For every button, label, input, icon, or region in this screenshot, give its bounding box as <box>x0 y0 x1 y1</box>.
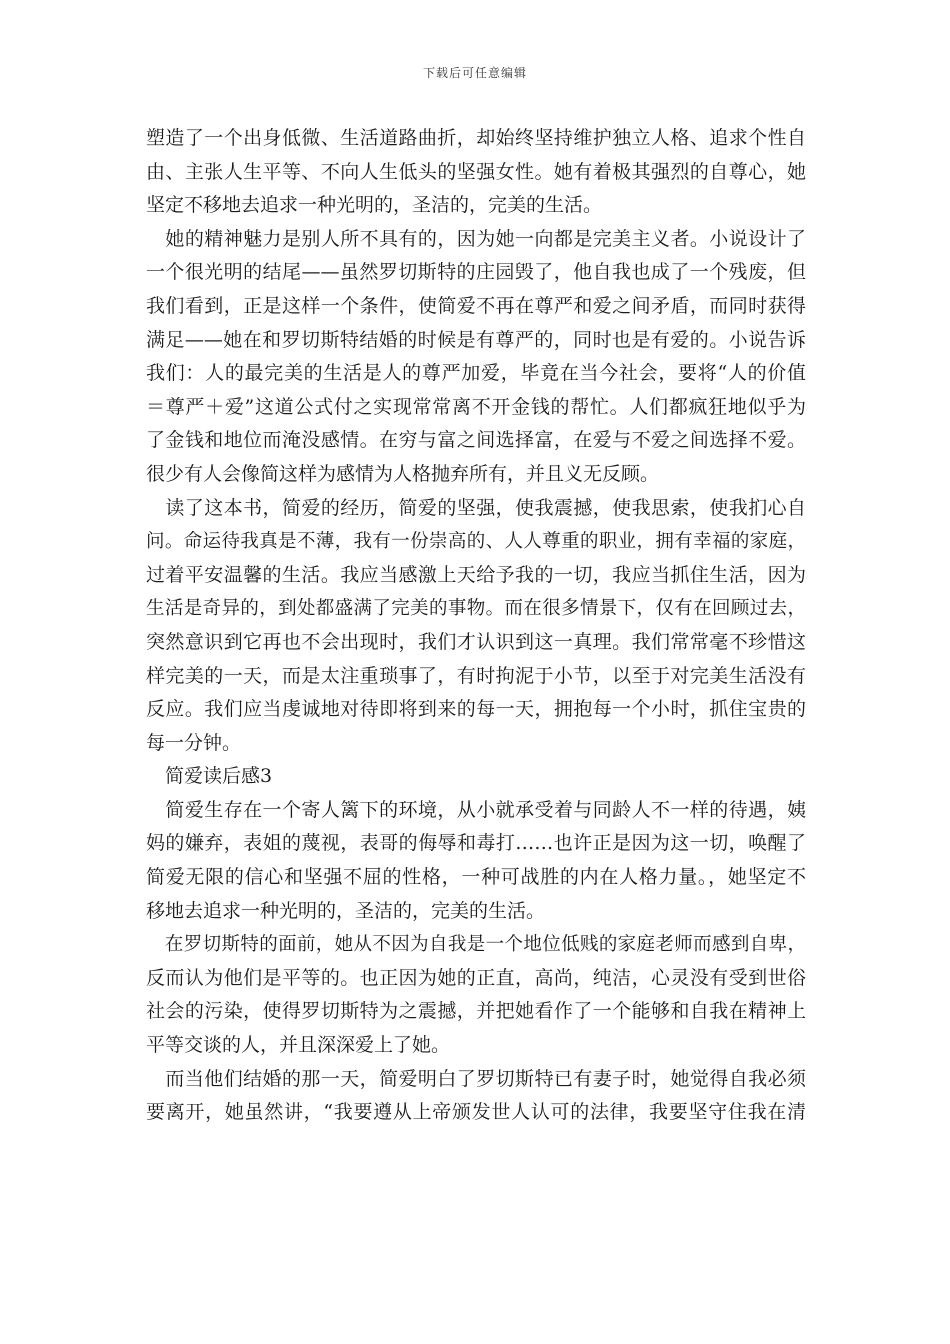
text-line: 移地去追求一种光明的，圣洁的，完美的生活。 <box>146 899 546 922</box>
text-line: 问。命运待我真是不薄，我有一份崇高的、人人尊重的职业，拥有幸福的家庭， <box>146 531 806 553</box>
text-line: 样完美的一天，而是太注重琐事了，有时拘泥于小节，以至于对完美生活没有 <box>146 664 806 687</box>
text-line: 过着平安温馨的生活。我应当感激上天给予我的一切，我应当抓住生活，因为 <box>146 563 806 586</box>
text-line: 读了这本书，简爱的经历，简爱的坚强，使我震撼，使我思索，使我扪心自 <box>146 496 806 519</box>
text-line: 很少有人会像简这样为感情为人格抛弃所有，并且义无反顾。 <box>146 462 660 485</box>
text-line: 每一分钟。 <box>146 731 242 754</box>
text-line: 了金钱和地位而淹没感情。在穷与富之间选择富，在爱与不爱之间选择不爱。 <box>146 429 806 452</box>
text-line: 我们看到，正是这样一个条件，使简爱不再在尊严和爱之间矛盾，而同时获得 <box>146 294 806 317</box>
text-line: 反而认为他们是平等的。也正因为她的正直，高尚，纯洁，心灵没有受到世俗 <box>146 966 806 989</box>
text-line: 生活是奇异的，到处都盛满了完美的事物。而在很多情景下，仅有在回顾过去， <box>146 598 806 620</box>
text-line: 妈的嫌弃，表姐的蔑视，表哥的侮辱和毒打……也许正是因为这一切，唤醒了 <box>146 832 806 855</box>
text-line: 由、主张人生平等、不向人生低头的坚强女性。她有着极其强烈的自尊心，她 <box>146 160 806 183</box>
page-header: 下载后可任意编辑 <box>422 66 527 80</box>
text-line: 简爱无限的信心和坚强不屈的性格，一种可战胜的内在人格力量。，她坚定不 <box>146 866 806 889</box>
text-line: 塑造了一个出身低微、生活道路曲折，却始终坚持维护独立人格、追求个性自 <box>146 127 806 149</box>
text-line: 社会的污染，使得罗切斯特为之震撼，并把她看作了一个能够和自我在精神上 <box>146 1000 806 1023</box>
text-line: 要离开，她虽然讲，“我要遵从上帝颁发世人认可的法律，我要坚守住我在清 <box>146 1101 806 1124</box>
body-text <box>146 122 806 1130</box>
text-line: 而当他们结婚的那一天，简爱明白了罗切斯特已有妻子时，她觉得自我必须 <box>146 1067 806 1090</box>
text-line: 坚定不移地去追求一种光明的，圣洁的，完美的生活。 <box>146 194 603 217</box>
text-line: 满足——她在和罗切斯特结婚的时候是有尊严的，同时也是有爱的。小说告诉 <box>146 328 806 351</box>
text-line: 简爱生存在一个寄人篱下的环境，从小就承受着与同龄人不一样的待遇，姨 <box>146 798 806 821</box>
text-line: 在罗切斯特的面前，她从不因为自我是一个地位低贱的家庭老师而感到自卑， <box>146 934 806 956</box>
text-line: 平等交谈的人，并且深深爱上了她。 <box>146 1034 451 1057</box>
text-line: 一个很光明的结尾——虽然罗切斯特的庄园毁了，他自我也成了一个残废，但 <box>146 261 806 284</box>
text-line: 反应。我们应当虔诚地对待即将到来的每一天，拥抱每一个小时，抓住宝贵的 <box>146 698 806 721</box>
text-line: 突然意识到它再也不会出现时，我们才认识到这一真理。我们常常毫不珍惜这 <box>146 630 806 653</box>
text-line: ＝尊严＋爱”这道公式付之实现常常离不开金钱的帮忙。人们都疯狂地似乎为 <box>146 395 806 418</box>
text-line: 她的精神魅力是别人所不具有的，因为她一向都是完美主义者。小说设计了 <box>146 227 806 250</box>
text-line: 简爱读后感3 <box>146 765 273 788</box>
text-line: 我们：人的最完美的生活是人的尊严加爱，毕竟在当今社会，要将“人的价值 <box>146 362 806 385</box>
